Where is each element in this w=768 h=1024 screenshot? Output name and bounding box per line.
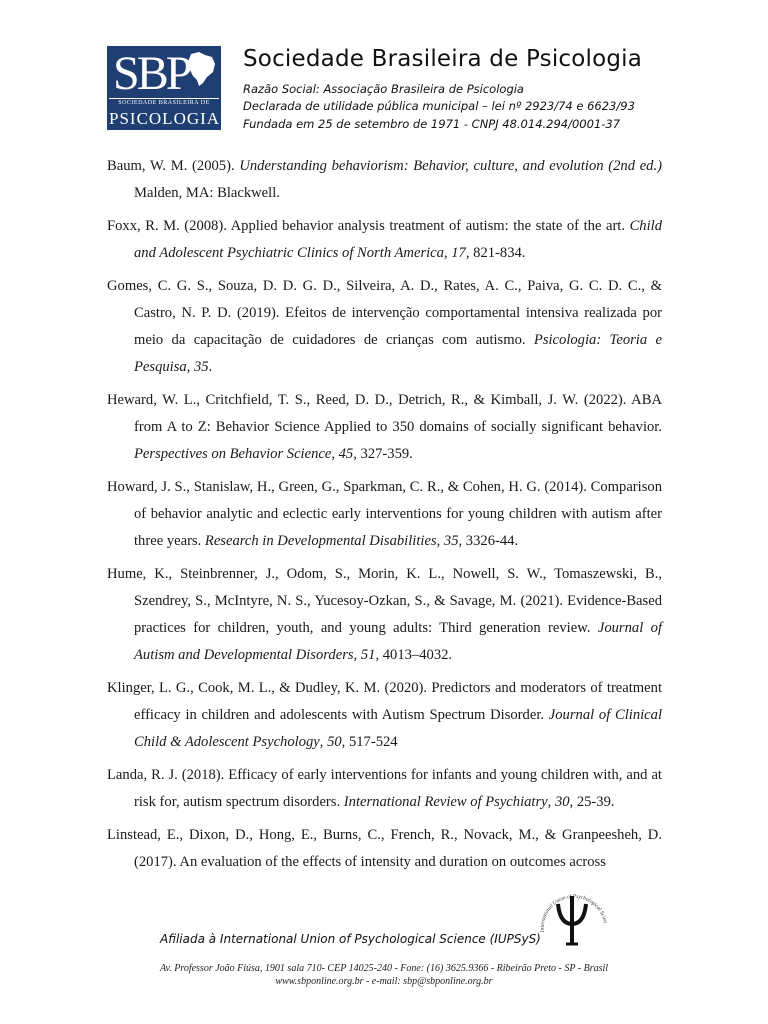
reference-entry [107,561,662,669]
reference-segment: 4013–4032. [379,647,453,663]
reference-italic-segment: Psicologia: Teoria e Pesquisa [134,332,662,375]
reference-segment: Landa, R. J. (2018). Efficacy of early interventions for infants and young children with, and at risk for, autism spectrum disorders. [107,767,662,810]
footer-web-email: www.sbponline.org.br - e-mail: sbp@sbponline.org.br [275,976,493,987]
reference-segment: , 25-39. [569,794,615,810]
reference-italic-segment: 50 [327,734,342,750]
reference-segment: Linstead, E., Dixon, D., Hong, E., Burns, C., French, R., Novack, M., & Granpeesheh, D. (2017). An evaluation of the effects of intensity and duration on outcomes across [107,827,662,870]
reference-italic-segment: Journal of Clinical Child & Adolescent Psychology [134,707,663,750]
reference-segment: Howard, J. S., Stanislaw, H., Green, G., Sparkman, C. R., & Cohen, H. G. (2014). Comparison of behavior analytic and eclectic early interventions for young children with autism after three years. [107,479,662,549]
header-line-legal-name: Razão Social: Associação Brasileira de Psicologia [243,82,524,96]
brazil-map-icon [185,50,217,88]
reference-entry [107,273,662,381]
reference-segment: , [547,794,555,810]
header-line-declaration: Declarada de utilidade pública municipal – lei nº 2923/74 e 6623/93 [243,99,635,113]
reference-segment: Malden, MA: Blackwell. [134,185,280,201]
reference-entry [107,213,662,267]
reference-italic-segment: Perspectives on Behavior Science, 45, [134,446,357,462]
iupsys-seal [530,880,614,958]
reference-entry [107,387,662,468]
reference-list [107,153,662,882]
reference-entry [107,762,662,816]
reference-segment: , [443,245,452,261]
psi-icon [558,896,586,944]
footer-address: Av. Professor João Fiúsa, 1901 sala 710- CEP 14025-240 - Fone: (16) 3625.9366 - Ribeirão Preto - SP - Brasil [159,963,609,974]
reference-italic-segment: 35 [194,359,209,375]
affiliation-text: Afiliada à International Union of Psychological Science (IUPSyS) [160,932,541,946]
header-line-founded: Fundada em 25 de setembro de 1971 - CNPJ 48.014.294/0001-37 [243,117,621,131]
reference-segment: Foxx, R. M. (2008). Applied behavior analysis treatment of autism: the state of the art. [107,218,630,234]
sbp-logo [107,46,221,130]
reference-italic-segment: 17 [451,245,466,261]
reference-segment: 327-359. [356,446,413,462]
reference-entry [107,822,662,876]
reference-segment: , 517-524 [341,734,398,750]
footer-address-block [0,962,768,988]
reference-segment: Baum, W. M. (2005). [107,158,240,174]
reference-segment: , [186,359,194,375]
reference-segment: Klinger, L. G., Cook, M. L., & Dudley, K. M. (2020). Predictors and moderators of treatment efficacy in children and adolescents with Autism Spectrum Disorder. [107,680,662,723]
reference-italic-segment: 30 [554,794,570,810]
reference-segment: Gomes, C. G. S., Souza, D. D. G. D., Silveira, A. D., Rates, A. C., Paiva, G. C. D. C., & Castro, N. P. D. (2019). Efeitos de intervenção comportamental intensiva realizada por meio da capacitação de cuidadores de crianças com autismo. [107,278,662,348]
reference-italic-segment: Child and Adolescent Psychiatric Clinics of North America [134,218,662,261]
reference-italic-segment: Understanding behaviorism: Behavior, culture, and evolution (2nd ed.) [239,158,662,174]
reference-entry [107,474,662,555]
logo-mark: SBP [113,47,190,100]
reference-segment: . [208,359,213,375]
iupsys-seal-text: International Union of Psychological Scien [539,893,608,933]
logo-word: PSICOLOGIA [109,109,221,128]
reference-italic-segment: Research in Developmental Disabilities, 35 [204,533,459,549]
letterhead [0,0,768,150]
org-title: Sociedade Brasileira de Psicologia [243,46,643,72]
reference-entry [107,153,662,207]
reference-italic-segment: International Review of Psychiatry [343,794,548,810]
reference-segment: , 3326-44. [458,533,519,549]
logo-subtitle: SOCIEDADE BRASILEIRA DE [109,98,219,106]
reference-segment: , [319,734,328,750]
reference-segment: , 821-834. [465,245,526,261]
reference-italic-segment: Journal of Autism and Developmental Disorders, 51, [134,620,662,663]
reference-segment: Heward, W. L., Critchfield, T. S., Reed, D. D., Detrich, R., & Kimball, J. W. (2022). ABA from A to Z: Behavior Science Applied to 350 domains of socially significant behavior. [107,392,662,435]
reference-segment: Hume, K., Steinbrenner, J., Odom, S., Morin, K. L., Nowell, S. W., Tomaszewski, B., Szendrey, S., McIntyre, N. S., Yucesoy-Ozkan, S., & Savage, M. (2021). Evidence-Based practices for children, youth, and young adults: Third generation review. [107,566,662,636]
reference-entry [107,675,662,756]
